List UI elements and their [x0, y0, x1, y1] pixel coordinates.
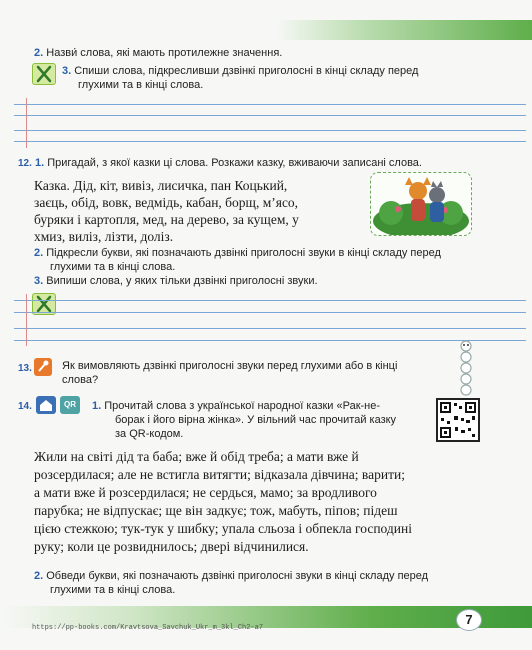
task-number: 14. [18, 401, 32, 412]
ruling-line [14, 340, 526, 341]
ruling-line [14, 104, 526, 105]
excerpt-line: цією стежкою; тук-тук у шибку; упала сльоза і обпекла господині [34, 521, 412, 536]
qr-tag [60, 396, 80, 414]
item-number: 3. [34, 275, 44, 287]
margin-line [26, 294, 27, 346]
item-text: Прочитай слова з української народної казки «Рак-не- [104, 400, 381, 412]
ruling-line [14, 312, 526, 313]
words-line: буряки і картопля, мед, на дерево, за кущем, у [34, 212, 299, 227]
task14-item1 [92, 400, 380, 413]
excerpt-line: парубка; не відпускає; ще він задкує; тож, мабуть, піпов; підеш [34, 503, 398, 518]
item-text: Випиши слова, у яких тільки дзвінкі приголосні звуки. [46, 275, 318, 287]
item-text-line2: глухими та в кінці слова. [78, 79, 204, 91]
item-text-line3: за QR-кодом. [115, 428, 184, 440]
excerpt-line: а мати вже й розсердилася; не сердься, мамо; за вродливого [34, 485, 377, 500]
task12-item3 [34, 275, 318, 288]
task-a-item3 [62, 65, 418, 78]
write-task-icon [32, 63, 56, 85]
page-number: 7 [456, 609, 482, 631]
qr-code[interactable] [436, 398, 480, 442]
excerpt-line: Жили на світі дід та баба; вже й обід треба; а мати вже й [34, 449, 359, 464]
item-text: Підкресли букви, які позначають дзвінкі приголосні звуки в кінці складу перед [46, 247, 441, 259]
task12-item1 [18, 157, 422, 170]
item-number: 1. [92, 400, 102, 412]
item-text: Спиши слова, підкресливши дзвінкі приголосні в кінці складу перед [74, 65, 419, 77]
task13-text-line2: слова? [62, 374, 99, 386]
task-number: 13. [18, 363, 32, 374]
speak-task-icon [34, 358, 52, 376]
task-a-item2 [34, 47, 282, 60]
task14-item2 [34, 570, 428, 583]
ruling-line [14, 115, 526, 116]
excerpt-line: руку; коли це розвиднилось; двері відчинилися. [34, 539, 309, 554]
item-text: Назви́ слова, які мають протилежне значення. [46, 47, 283, 59]
top-green-bar [275, 20, 532, 40]
task14-label [18, 400, 32, 413]
caterpillar-icon [458, 340, 474, 396]
item-number: 2. [34, 570, 44, 582]
excerpt-line: розсердилася; але не встигла витягти; відказала дівчина; варити; [34, 467, 405, 482]
item-number: 2. [34, 247, 44, 259]
footer-url[interactable]: https://pp-books.com/Kravtsova_Savchuk_Ukr_m_3kl_Ch2-a7 [32, 624, 264, 632]
task13-label [18, 362, 32, 375]
item-text-line2: глухими та в кінці слова. [50, 584, 176, 596]
task13-text: Як вимовляють дзвінкі приголосні звуки перед глухими або в кінці [62, 360, 398, 372]
words-line: Казка. Дід, кіт, вивіз, лисичка, пан Коцький, [34, 178, 288, 193]
ruling-line [14, 300, 526, 301]
margin-line [26, 98, 27, 148]
item-number: 1. [34, 157, 45, 169]
ruling-line [14, 328, 526, 329]
item-text-line2: борак і його вірна жінка». У вільний час прочитай казку [115, 414, 397, 426]
qr-tag-label: QR [64, 400, 76, 409]
item-text-line2: глухими та в кінці слова. [50, 261, 176, 273]
item-number: 2. [34, 47, 44, 59]
ruling-line [14, 141, 526, 142]
item-text: Обведи букви, які позначають дзвінкі приголосні звуки в кінці складу перед [46, 570, 429, 582]
task-number: 12. [18, 158, 32, 169]
words-line: заєць, обід, вовк, ведмідь, кабан, борщ, м’ясо, [34, 195, 299, 210]
words-line: хмиз, виліз, лізти, доліз. [34, 229, 174, 244]
fairy-tale-illustration [370, 172, 472, 236]
task12-item2 [34, 247, 441, 260]
house-icon [36, 396, 56, 414]
ruling-line [14, 130, 526, 131]
item-text: Пригадай, з якої казки ці слова. Розкажи казку, вживаючи записані слова. [47, 157, 422, 169]
item-number: 3. [62, 65, 72, 77]
